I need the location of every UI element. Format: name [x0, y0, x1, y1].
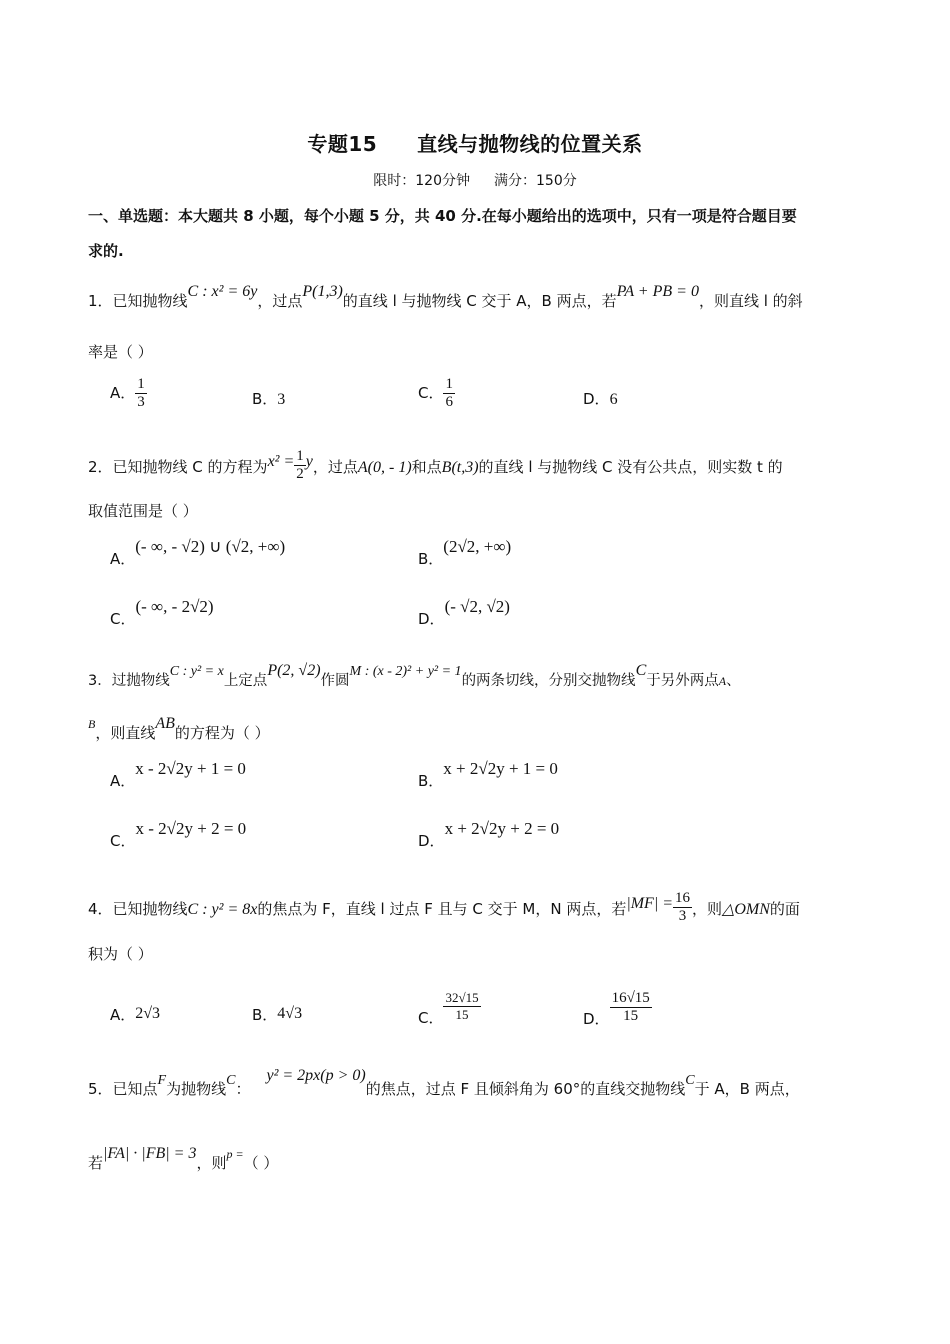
q4-option-b[interactable]: B．4√3: [252, 1005, 303, 1024]
q1-option-a[interactable]: A． $\frac{1}{3}$: [110, 376, 145, 410]
question-2-cont: 取值范围是（ ）: [88, 502, 198, 520]
question-5-cont: 若|FA| · |FB| = 3，则$^{p =}$（ ）: [88, 1145, 279, 1172]
q2-option-c[interactable]: C．(- ∞, - 2√2): [110, 597, 214, 628]
question-5: 5．已知点F为抛物线C：y² = 2px(p > 0)的焦点，过点 F 且倾斜角为 60°的直线交抛物线C于 A，B 两点，: [88, 1067, 800, 1098]
q4-option-d[interactable]: D． $\frac{16√15}{15}$: [583, 990, 650, 1028]
section-heading: 一、单选题：本大题共 8 小题，每个小题 5 分，共 40 分.在每小题给出的选项中，只有一项是符合题目要: [88, 207, 797, 225]
page-title: [0, 128, 950, 157]
q4-option-a[interactable]: A．2√3: [110, 1005, 161, 1024]
title-main: 直线与抛物线的位置关系: [417, 132, 643, 156]
title-prefix: 专题15: [307, 132, 378, 156]
q4-option-c[interactable]: C． $\frac{32√15}{15}$: [418, 990, 479, 1027]
question-2: 2．已知抛物线 C 的方程为x² = $\frac{1}{2}$ y，过点A(0, - 1)和点B(t,3)的直线 l 与抛物线 C 没有公共点，则实数 t 的: [88, 448, 783, 482]
time-limit: 限时：120分钟: [373, 173, 470, 189]
section-heading-cont: 求的.: [88, 242, 124, 260]
subtitle: [0, 170, 950, 190]
q3-option-b[interactable]: B．x + 2√2y + 1 = 0: [418, 759, 558, 790]
question-3-cont: $^B$，则直线AB的方程为（ ）: [88, 715, 270, 742]
question-3: 3．过抛物线C : y² = x上定点P(2, √2)作圆M : (x - 2)² + y² = 1的两条切线，分别交抛物线C于另外两点A、: [88, 662, 741, 689]
question-4-cont: 积为（ ）: [88, 945, 153, 963]
q1-option-d[interactable]: D．6: [583, 390, 618, 408]
q1-option-b[interactable]: B．3: [252, 390, 286, 408]
q3-option-d[interactable]: D．x + 2√2y + 2 = 0: [418, 819, 560, 850]
q2-option-b[interactable]: B．(2√2, +∞): [418, 537, 512, 568]
q3-option-c[interactable]: C．x - 2√2y + 2 = 0: [110, 819, 247, 850]
question-1-cont: 率是（ ）: [88, 343, 153, 361]
q1-option-c[interactable]: C． $\frac{1}{6}$: [418, 376, 453, 410]
full-score: 满分：150分: [494, 173, 577, 189]
question-1: 1．已知抛物线C : x² = 6y，过点P(1,3)的直线 l 与抛物线 C 交于 A，B 两点，若PA + PB = 0，则直线 l 的斜: [88, 283, 803, 310]
q3-option-a[interactable]: A．x - 2√2y + 1 = 0: [110, 759, 246, 790]
q2-option-d[interactable]: D．(- √2, √2): [418, 597, 510, 628]
question-4: 4．已知抛物线C : y² = 8x的焦点为 F，直线 l 过点 F 且与 C 交于 M，N 两点，若|MF| = $\frac{16}{3}$ ，则△OMN的面: [88, 890, 800, 924]
q2-option-a[interactable]: A．(- ∞, - √2) ∪ (√2, +∞): [110, 537, 286, 568]
